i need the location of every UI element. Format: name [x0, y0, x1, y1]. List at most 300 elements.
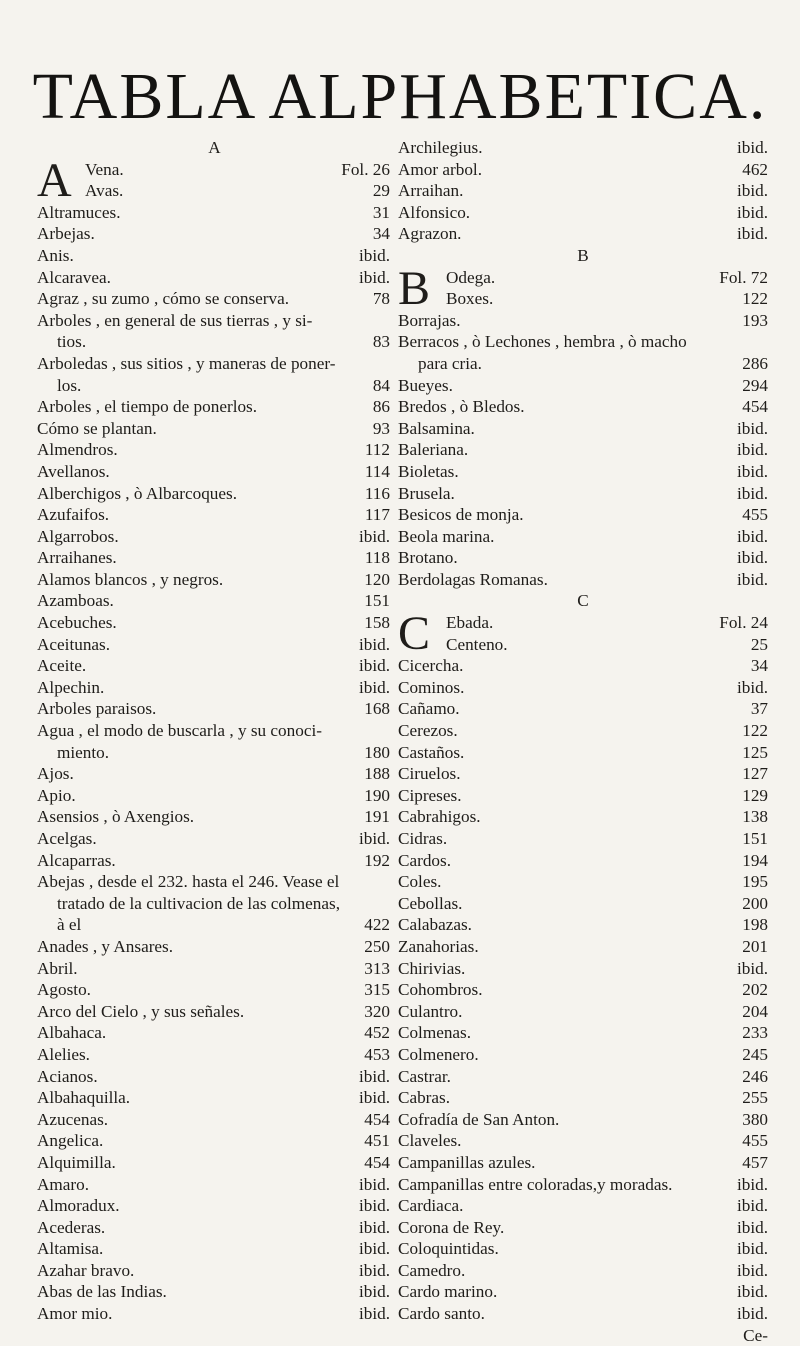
entry-page: 198 [742, 915, 768, 935]
entry-text: Albahaca. [37, 1023, 107, 1043]
entry-text: Alberchigos , ò Albarcoques. [37, 483, 237, 503]
entry-page: ibid. [358, 656, 390, 676]
entry-text: Claveles. [398, 1131, 462, 1151]
index-entry [398, 1195, 768, 1217]
entry-text: Cofradía de San Anton. [398, 1109, 560, 1129]
index-entry [398, 893, 768, 915]
entry-text: Abejas , desde el 232. hasta el 246. Vease el [37, 872, 340, 892]
index-entry [37, 1087, 390, 1109]
entry-text: Corona de Rey. [398, 1217, 505, 1237]
entry-text: Amaro. [37, 1174, 90, 1194]
entry-text: Anis. [37, 245, 74, 265]
entry-text: Ciruelos. [398, 764, 461, 784]
index-entry [37, 223, 390, 245]
entry-text: Apio. [37, 785, 76, 805]
entry-page: ibid. [358, 634, 390, 654]
index-entry [398, 483, 768, 505]
entry-text: Aceite. [37, 656, 87, 676]
entry-text: Acederas. [37, 1217, 106, 1237]
index-entry [398, 828, 768, 850]
section-letter-a: A [208, 138, 221, 157]
entry-page: 168 [364, 699, 390, 719]
index-entry [37, 547, 390, 569]
entry-page: ibid. [736, 1217, 768, 1237]
entry-page: ibid. [736, 1304, 768, 1324]
entry-page: 454 [364, 1109, 390, 1129]
index-entry [398, 677, 768, 699]
entry-page: ibid. [358, 677, 390, 697]
entry-page: 29 [372, 181, 390, 201]
entry-text: Chirivias. [398, 958, 466, 978]
entry-text: Cómo se plantan. [37, 418, 157, 438]
entry-text: Asensios , ò Axengios. [37, 807, 195, 827]
entry-page: 454 [742, 397, 768, 417]
index-entry [398, 720, 768, 742]
index-entry [398, 871, 768, 893]
entry-page: ibid. [736, 526, 768, 546]
entry-text: Cañamo. [398, 699, 460, 719]
entry-text: Calabazas. [398, 915, 472, 935]
index-entry [398, 914, 768, 936]
entry-text: los. [57, 375, 82, 395]
entry-page: 180 [364, 742, 390, 762]
entry-text: Bioletas. [398, 461, 459, 481]
entry-page: 78 [372, 289, 390, 309]
index-entry [37, 1195, 390, 1217]
entry-page: 194 [742, 850, 768, 870]
entry-text: Acebuches. [37, 613, 117, 633]
entry-page: ibid. [736, 1282, 768, 1302]
entry-page: Fol. 24 [719, 613, 768, 633]
entry-text: Arboledas , sus sitios , y maneras de poner- [37, 353, 336, 373]
entry-page: 122 [742, 721, 768, 741]
entry-text: Cerezos. [398, 721, 458, 741]
entry-page: ibid. [736, 677, 768, 697]
index-entry [398, 1174, 768, 1196]
entry-page: ibid. [736, 181, 768, 201]
entry-text: Zanahorias. [398, 936, 479, 956]
entry-page: 457 [742, 1152, 768, 1172]
index-entry [37, 1044, 390, 1066]
index-entry [37, 958, 390, 980]
index-entry [37, 526, 390, 548]
index-entry [398, 936, 768, 958]
entry-text: Agua , el modo de buscarla , y su conoci- [37, 721, 322, 741]
index-entry [37, 1001, 390, 1023]
index-entry [37, 569, 390, 591]
entry-page: ibid. [358, 1239, 390, 1259]
entry-page: 455 [742, 1131, 768, 1151]
catchword: Ce- [743, 1325, 768, 1345]
entry-page: ibid. [358, 829, 390, 848]
entry-text: Angelica. [37, 1131, 104, 1151]
index-entry [37, 202, 390, 224]
entry-text: Aceitunas. [37, 634, 111, 654]
index-entry [37, 310, 390, 332]
entry-text: Odega. [446, 267, 496, 287]
entry-text: Azufaifos. [37, 505, 110, 525]
entry-text: Azucenas. [37, 1109, 109, 1129]
index-entry [37, 655, 390, 677]
entry-page: ibid. [358, 245, 390, 265]
entry-page: Fol. 26 [341, 159, 390, 179]
entry-text: Cicercha. [398, 656, 464, 676]
entry-page: 315 [364, 980, 390, 1000]
index-entry [398, 1217, 768, 1239]
entry-text: Cardiaca. [398, 1196, 464, 1216]
entry-page: 118 [364, 548, 390, 568]
index-entry [37, 267, 390, 289]
index-entry [37, 677, 390, 699]
entry-text: para cria. [418, 353, 482, 373]
entry-text: Cabrahigos. [398, 807, 481, 827]
index-entry [398, 612, 768, 634]
entry-text: Ajos. [37, 764, 74, 784]
entry-text: Campanillas entre coloradas,y moradas. [398, 1174, 673, 1194]
index-entry [398, 806, 768, 828]
entry-page: 193 [742, 310, 768, 330]
index-entry [37, 850, 390, 872]
index-entry [37, 180, 390, 202]
index-entry [398, 742, 768, 764]
index-entry [37, 288, 390, 310]
entry-text: Camedro. [398, 1260, 466, 1280]
entry-page: 129 [742, 785, 768, 805]
entry-page: ibid. [736, 483, 768, 503]
index-entry [37, 159, 390, 181]
entry-page: 112 [364, 440, 390, 460]
entry-text: Cominos. [398, 677, 465, 697]
entry-page: ibid. [358, 1066, 390, 1086]
entry-page: ibid. [736, 461, 768, 481]
entry-text: Brusela. [398, 483, 455, 503]
index-entry [398, 159, 768, 181]
entry-text: Albahaquilla. [37, 1088, 131, 1108]
page-title: TABLA ALPHABETICA. [32, 60, 768, 133]
entry-text: Alfonsico. [398, 202, 471, 222]
entry-page: ibid. [358, 1260, 390, 1280]
index-entry [37, 461, 390, 483]
entry-page: 245 [742, 1044, 768, 1064]
entry-page: ibid. [736, 202, 768, 222]
entry-text: Arboles , en general de sus tierras , y si- [37, 310, 313, 330]
drop-cap-b: B [398, 261, 431, 315]
entry-page: 455 [742, 505, 768, 525]
drop-cap-a: A [37, 153, 72, 207]
index-entry [398, 202, 768, 224]
drop-cap-block-a [37, 153, 390, 207]
index-entry [37, 720, 390, 742]
entry-text: Azamboas. [37, 591, 114, 611]
index-entry [37, 1130, 390, 1152]
index-entry [398, 526, 768, 548]
entry-page: 138 [742, 807, 768, 827]
entry-page: 151 [742, 829, 768, 848]
entry-page: 34 [750, 656, 768, 676]
index-entry [37, 396, 390, 418]
index-entry [398, 331, 768, 353]
entry-page: 120 [364, 569, 390, 589]
index-entry [398, 267, 768, 289]
entry-text: Anades , y Ansares. [37, 936, 174, 956]
entry-page: 255 [742, 1088, 768, 1108]
entry-page: ibid. [358, 1196, 390, 1216]
entry-text: Avas. [85, 181, 124, 201]
index-entry [398, 1044, 768, 1066]
index-entry [398, 569, 768, 591]
entry-page: 34 [372, 224, 390, 244]
index-entry [37, 828, 390, 850]
entry-page: 320 [364, 1001, 390, 1021]
entry-text: à el [57, 915, 82, 935]
index-entry [398, 418, 768, 440]
entry-text: Ebada. [446, 613, 494, 633]
entry-page: 37 [750, 699, 768, 719]
entry-page: 380 [742, 1109, 768, 1129]
entry-page: ibid. [358, 267, 390, 287]
entry-page: ibid. [358, 1304, 390, 1324]
entry-text: Cipreses. [398, 785, 462, 805]
index-entry [398, 958, 768, 980]
index-entry [398, 504, 768, 526]
index-entry [398, 353, 768, 375]
entry-page: 202 [742, 980, 768, 1000]
index-entry [398, 1238, 768, 1260]
entry-text: Altramuces. [37, 202, 121, 222]
entry-text: Alelies. [37, 1044, 90, 1064]
entry-page: 313 [364, 958, 390, 978]
entry-page: ibid. [736, 440, 768, 460]
entry-text: Alquimilla. [37, 1152, 116, 1172]
index-entry [398, 850, 768, 872]
index-entry [398, 763, 768, 785]
entry-text: Castaños. [398, 742, 465, 762]
entry-page: 286 [742, 353, 768, 373]
entry-page: 246 [742, 1066, 768, 1086]
entry-page: ibid. [358, 1174, 390, 1194]
index-entry [37, 331, 390, 353]
index-entry [37, 979, 390, 1001]
index-entry [398, 1152, 768, 1174]
entry-text: Altamisa. [37, 1239, 104, 1259]
entry-page: ibid. [736, 958, 768, 978]
index-entry [37, 1174, 390, 1196]
entry-page: 122 [742, 289, 768, 309]
entry-text: Besicos de monja. [398, 505, 524, 525]
entry-page: 190 [364, 785, 390, 805]
entry-page: 192 [364, 850, 390, 870]
entry-page: 117 [364, 505, 390, 525]
index-entry [37, 612, 390, 634]
index-entry [37, 439, 390, 461]
index-entry [398, 137, 768, 159]
index-entry [398, 1281, 768, 1303]
entry-page: 195 [742, 872, 768, 892]
entry-text: Arboles paraisos. [37, 699, 157, 719]
index-entry [37, 504, 390, 526]
entry-text: Baleriana. [398, 440, 469, 460]
entry-page: ibid. [736, 138, 768, 157]
entry-text: Coles. [398, 872, 442, 892]
entry-page: 191 [364, 807, 390, 827]
drop-cap-block-b [398, 261, 768, 315]
entry-page: ibid. [358, 526, 390, 546]
index-entry [398, 180, 768, 202]
entry-text: tios. [57, 332, 87, 352]
entry-text: Azahar bravo. [37, 1260, 135, 1280]
section-letter-b: B [577, 245, 589, 265]
index-entry [398, 547, 768, 569]
entry-text: Agosto. [37, 980, 91, 1000]
entry-text: Almendros. [37, 440, 118, 460]
entry-text: Arboles , el tiempo de ponerlos. [37, 397, 258, 417]
entry-page: ibid. [736, 569, 768, 589]
index-entry [37, 871, 390, 893]
index-entry [37, 245, 390, 267]
section-letter-c: C [577, 591, 589, 611]
index-entry [37, 375, 390, 397]
entry-text: Algarrobos. [37, 526, 119, 546]
index-entry [37, 893, 390, 915]
index-entry [398, 375, 768, 397]
right-column [398, 137, 768, 1346]
index-entry [37, 483, 390, 505]
entry-page: 127 [742, 764, 768, 784]
index-entry [398, 698, 768, 720]
entry-text: Alpechin. [37, 677, 105, 697]
entry-text: Cebollas. [398, 893, 463, 913]
entry-page: 294 [742, 375, 768, 395]
left-column [37, 137, 390, 1325]
index-entry [398, 396, 768, 418]
entry-text: tratado de la cultivacion de las colmenas, [57, 893, 341, 913]
index-entry [37, 1109, 390, 1131]
entry-text: Amor mio. [37, 1304, 113, 1324]
entry-text: Cardos. [398, 850, 451, 870]
index-entry [37, 1260, 390, 1282]
entry-text: Almoradux. [37, 1196, 120, 1216]
index-entry [398, 1066, 768, 1088]
entry-text: Colmenero. [398, 1044, 479, 1064]
entry-page: 151 [364, 591, 390, 611]
entry-text: Agraz , su zumo , cómo se conserva. [37, 289, 290, 309]
index-entry [37, 763, 390, 785]
entry-text: Amor arbol. [398, 159, 483, 179]
entry-page: 201 [742, 936, 768, 956]
entry-text: Boxes. [446, 289, 494, 309]
entry-page: ibid. [736, 1174, 768, 1194]
entry-page: ibid. [736, 1196, 768, 1216]
entry-text: Bredos , ò Bledos. [398, 397, 525, 417]
entry-page: 452 [364, 1023, 390, 1043]
index-entry [398, 461, 768, 483]
entry-text: Alcaravea. [37, 267, 111, 287]
entry-text: Arco del Cielo , y sus señales. [37, 1001, 245, 1021]
entry-text: Berracos , ò Lechones , hembra , ò macho [398, 332, 687, 352]
entry-text: Cidras. [398, 829, 448, 848]
index-entry [398, 785, 768, 807]
entry-text: Cabras. [398, 1088, 451, 1108]
entry-text: Berdolagas Romanas. [398, 569, 548, 589]
entry-text: Cohombros. [398, 980, 483, 1000]
index-entry [37, 1066, 390, 1088]
index-entry [37, 590, 390, 612]
entry-page: 204 [742, 1001, 768, 1021]
entry-text: Cardo santo. [398, 1304, 485, 1324]
entry-text: Alamos blancos , y negros. [37, 569, 224, 589]
index-entry [398, 1303, 768, 1325]
entry-text: Castrar. [398, 1066, 451, 1086]
entry-text: Brotano. [398, 548, 458, 568]
entry-page: ibid. [736, 224, 768, 244]
index-entry [37, 418, 390, 440]
index-entry [37, 634, 390, 656]
entry-text: Vena. [85, 159, 124, 179]
index-entry [37, 742, 390, 764]
entry-text: Abas de las Indias. [37, 1282, 167, 1302]
index-entry [398, 1022, 768, 1044]
entry-text: Coloquintidas. [398, 1239, 499, 1259]
entry-page: 250 [364, 936, 390, 956]
index-entry [398, 1109, 768, 1131]
index-entry [37, 785, 390, 807]
index-entry [398, 1001, 768, 1023]
entry-text: Arbejas. [37, 224, 95, 244]
entry-page: ibid. [736, 548, 768, 568]
index-entry [37, 936, 390, 958]
entry-text: Arraihan. [398, 181, 464, 201]
entry-page: ibid. [358, 1088, 390, 1108]
entry-page: 31 [372, 202, 390, 222]
index-entry [37, 914, 390, 936]
entry-page: 125 [742, 742, 768, 762]
entry-page: ibid. [736, 1239, 768, 1259]
entry-text: Avellanos. [37, 461, 110, 481]
index-entry [398, 1087, 768, 1109]
entry-text: Centeno. [446, 634, 508, 654]
index-entry [398, 634, 768, 656]
entry-text: Bueyes. [398, 375, 453, 395]
entry-page: 188 [364, 764, 390, 784]
index-entry [37, 698, 390, 720]
index-entry [37, 806, 390, 828]
entry-page: 454 [364, 1152, 390, 1172]
index-entry [37, 1303, 390, 1325]
entry-page: ibid. [358, 1217, 390, 1237]
index-entry [398, 655, 768, 677]
entry-page: ibid. [736, 1260, 768, 1280]
entry-page: 158 [364, 613, 390, 633]
index-entry [398, 310, 768, 332]
index-entry [398, 223, 768, 245]
entry-page: 451 [364, 1131, 390, 1151]
entry-text: Balsamina. [398, 418, 475, 438]
entry-text: Borrajas. [398, 310, 461, 330]
entry-page: 462 [742, 159, 768, 179]
entry-text: Agrazon. [398, 224, 462, 244]
index-entry [37, 1022, 390, 1044]
entry-page: 83 [372, 332, 390, 352]
entry-page: 25 [750, 634, 768, 654]
entry-page: 422 [364, 915, 390, 935]
entry-page: 453 [364, 1044, 390, 1064]
entry-page: 114 [364, 461, 390, 481]
index-entry [398, 979, 768, 1001]
index-entry [37, 1238, 390, 1260]
entry-page: 84 [372, 375, 390, 395]
index-entry [37, 353, 390, 375]
entry-page: 93 [372, 418, 390, 438]
